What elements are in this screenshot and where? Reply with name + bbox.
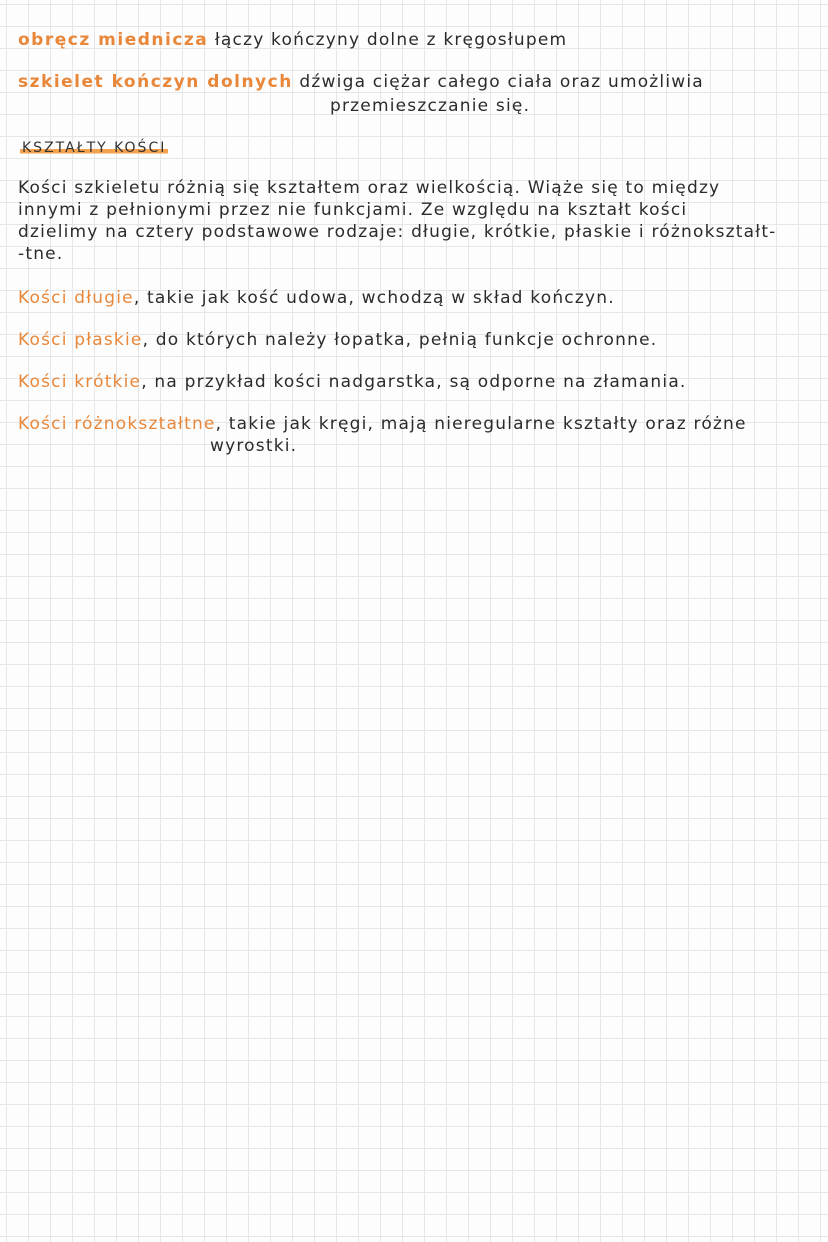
definition-pelvic-girdle: łączy kończyny dolne z kręgosłupem xyxy=(208,30,568,50)
definition-lower-limb-skeleton: dźwiga ciężar całego ciała oraz umożliwia xyxy=(292,72,704,92)
paragraph-line: dzielimy na cztery podstawowe rodzaje: długie, krótkie, płaskie i różnokształt- xyxy=(18,222,777,242)
note-line-lower-limb-skeleton xyxy=(18,72,704,92)
list-item-irregular-cont: wyrostki. xyxy=(210,436,298,456)
term-pelvic-girdle: obręcz miednicza xyxy=(18,30,209,50)
item-text: , do których należy łopatka, pełnią funkcje ochronne. xyxy=(142,330,658,350)
term-short-bones: Kości krótkie xyxy=(18,372,142,392)
item-text: , takie jak kręgi, mają nieregularne kształty oraz różne xyxy=(215,414,747,434)
list-item-short-bones xyxy=(18,372,687,392)
paragraph-line: innymi z pełnionymi przez nie funkcjami. Ze względu na kształt kości xyxy=(18,200,688,220)
term-long-bones: Kości długie xyxy=(18,288,134,308)
list-item-irregular-bones xyxy=(18,414,747,434)
paragraph-line: Kości szkieletu różnią się kształtem oraz wielkością. Wiąże się to między xyxy=(18,178,721,198)
item-text: , takie jak kość udowa, wchodzą w skład kończyn. xyxy=(133,288,615,308)
term-flat-bones: Kości płaskie xyxy=(18,330,143,350)
heading-text: KSZTAŁTY KOŚCI xyxy=(22,140,167,156)
list-item-long-bones xyxy=(18,288,615,308)
note-line-pelvic-girdle xyxy=(18,30,567,50)
term-irregular-bones: Kości różnokształtne xyxy=(18,414,216,434)
section-heading xyxy=(20,140,168,156)
term-lower-limb-skeleton: szkielet kończyn dolnych xyxy=(18,72,293,92)
list-item-flat-bones xyxy=(18,330,657,350)
note-line-lower-limb-cont: przemieszczanie się. xyxy=(330,96,531,116)
paragraph-line: -tne. xyxy=(18,244,64,264)
item-text: , na przykład kości nadgarstka, są odporne na złamania. xyxy=(141,372,687,392)
